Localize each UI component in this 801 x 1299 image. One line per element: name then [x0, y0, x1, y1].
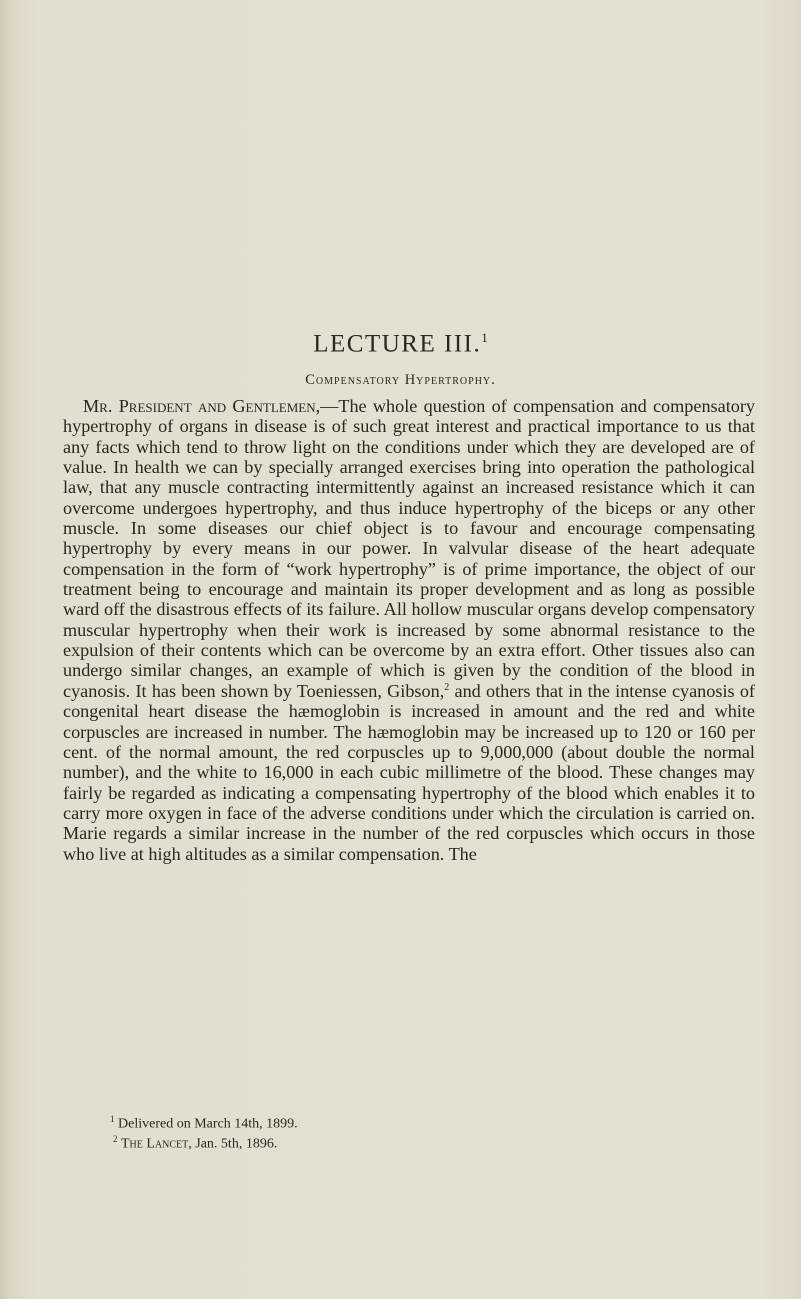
salutation: Mr. President and Gentlemen,: [83, 396, 321, 416]
footnote-1-text: Delivered on March 14th, 1899.: [118, 1116, 298, 1132]
footnote-2-text: , Jan. 5th, 1896.: [188, 1136, 278, 1152]
lecture-subtitle: Compensatory Hypertrophy.: [305, 372, 496, 388]
footnotes: [110, 1112, 610, 1151]
footnote-2-marker: 2: [113, 1133, 118, 1144]
reference-marker: 2: [444, 681, 450, 693]
footnote-1: [110, 1112, 610, 1132]
lecture-title-text: LECTURE III.: [313, 330, 482, 358]
footnote-2: [110, 1132, 610, 1152]
body-text-part-1: —The whole question of compensation and compensatory hypertrophy of organs in disease is of such great interest and practical importance to us that any facts which tend to throw light on the conditions under which they are developed are of value. In health we can by specially arranged exercises bring into operation the pathological law, that any muscle contracting intermittently against an increased resistance which it can overcome undergoes hypertrophy, and thus induce hypertrophy of the biceps or any other muscle. In some diseases our chief object is to favour and encourage compensating hypertrophy by every means in our power. In valvular disease of the heart adequate compensation in the form of “work hypertrophy” is of prime importance, the object of our treatment being to encourage and maintain its proper development and as long as possible ward off the disastrous effects of its failure. All hollow muscular organs develop compensatory muscular hypertrophy when their work is increased by some abnormal resistance to the expulsion of their contents which can be overcome by an extra effort. Other tissues also can undergo similar changes, an example of which is given by the condition of the blood in cyanosis. It has been shown by Toeniessen, Gibson,: [63, 396, 755, 701]
footnote-2-source: The Lancet: [121, 1136, 189, 1152]
body-paragraph: [63, 396, 755, 864]
lecture-title: [0, 330, 801, 358]
footnote-1-marker: 1: [110, 1114, 115, 1124]
title-footnote-marker: 1: [481, 330, 488, 345]
body-text-part-2: and others that in the intense cyanosis of congenital heart disease the hæmoglobin is increased in amount and the red and white corpuscles are increased in number. The hæmoglobin may be increased up to 120 or 160 per cent. of the normal amount, the red corpuscles up to 9,000,000 (about double the normal number), and the white to 16,000 in each cubic millimetre of the blood. These changes may fairly be regarded as indicating a compensating hypertrophy of the blood which enables it to carry more oxygen in face of the adverse conditions under which the circulation is carried on. Marie regards a similar increase in the number of the red corpuscles which occurs in those who live at high altitudes as a similar compensation. The: [63, 680, 755, 864]
